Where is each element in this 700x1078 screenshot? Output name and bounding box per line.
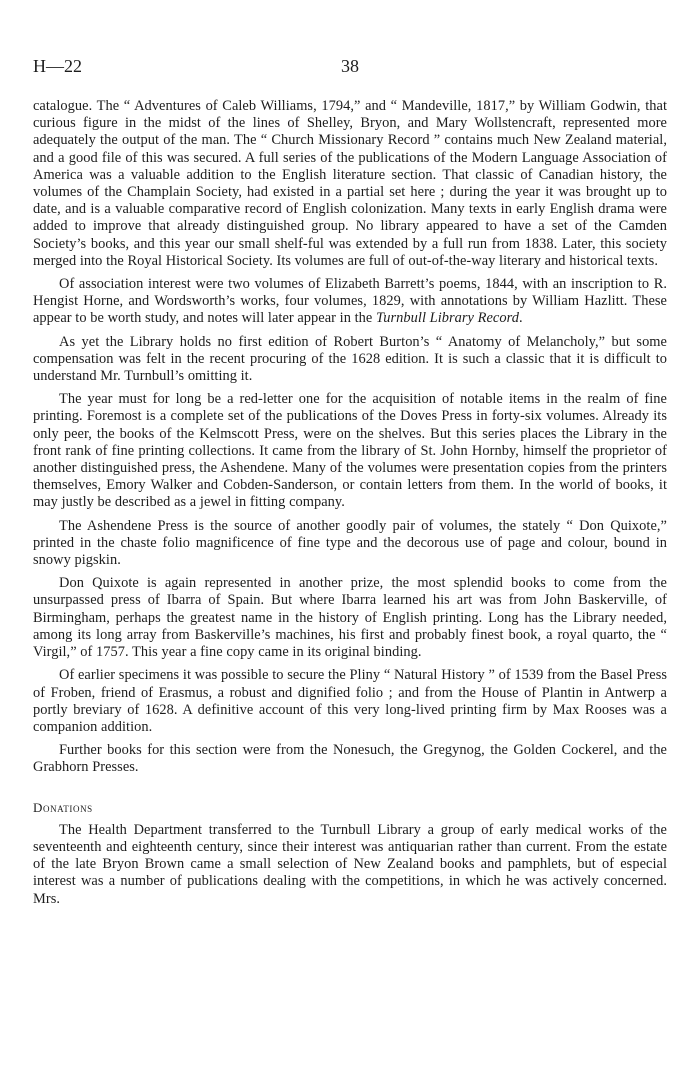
running-header xyxy=(33,56,667,78)
body-text xyxy=(33,98,667,914)
page-number: 38 xyxy=(341,56,359,76)
paragraph-2-text: Of association interest were two volumes of Elizabeth Barrett’s poems, 1844, with an inscription to R. Hengist Horne, and Wordsworth’s works, four volumes, 1829, with annotations by William Hazlitt. These appear to be worth study, and notes will later appear in the xyxy=(33,276,667,327)
paragraph-6: Don Quixote is again represented in another prize, the most splendid books to come from the unsurpassed press of Ibarra of Spain. But where Ibarra learned his art was from John Baskerville, of Birmingham, perhaps the greatest name in the history of English printing. Long has the Library needed, among its long array from Baskerville’s machines, his first and probably finest book, a royal quarto, the “ Virgil,” of 1757. This year a fine copy came in its original binding. xyxy=(33,575,667,661)
paragraph-1: catalogue. The “ Adventures of Caleb Williams, 1794,” and “ Mandeville, 1817,” by William Godwin, that curious figure in the midst of the lines of Shelley, Bryon, and Mary Wollstencraft, represented more adequately the output of the man. The “ Church Missionary Record ” contains much New Zealand material, and a good file of this was secured. A full series of the publications of the Modern Language Association of America was a valuable addition to the English literature section. That classic of Canadian history, the volumes of the Champlain Society, had existed in a partial set here ; during the year it was brought up to date, and is a valuable comparative record of English colonization. Many texts in early English drama were added to improve that already distinguished group. No library appeared to have a set of the Camden Society’s books, and this year our small shelf-ful was extended by a full run from 1838. Later, this society merged into the Royal Historical Society. Its volumes are full of out-of-the-way literary and historical texts. xyxy=(33,98,667,269)
paragraph-7: Of earlier specimens it was possible to secure the Pliny “ Natural History ” of 1539 from the Basel Press of Froben, friend of Erasmus, a robust and dignified folio ; and from the House of Plantin in Antwerp a portly breviary of 1628. A definitive account of this very long-lived printing firm by Max Rooses was a companion addition. xyxy=(33,667,667,735)
report-reference: H—22 xyxy=(33,56,82,76)
paragraph-8: Further books for this section were from the Nonesuch, the Gregynog, the Golden Cockerel, and the Grabhorn Presses. xyxy=(33,742,667,776)
paragraph-2-end: . xyxy=(518,310,523,327)
paragraph-2 xyxy=(33,276,667,328)
donations-paragraph: The Health Department transferred to the Turnbull Library a group of early medical works of the seventeenth and eighteenth century, since their interest was antiquarian rather than current. From the estate of the late Bryon Brown came a small selection of New Zealand books and pamphlets, but of especial interest was a number of publications dealing with the competitions, in which he was actively concerned. Mrs. xyxy=(33,821,667,907)
paragraph-3: As yet the Library holds no first edition of Robert Burton’s “ Anatomy of Melancholy,” but some compensation was felt in the recent procuring of the 1628 edition. It is such a classic that it is difficult to understand Mr. Turnbull’s omitting it. xyxy=(33,333,667,385)
paragraph-4: The year must for long be a red-letter one for the acquisition of notable items in the realm of fine printing. Foremost is a complete set of the publications of the Doves Press in forty-six volumes. Already its only peer, the books of the Kelmscott Press, were on the shelves. But this series places the Library in the front rank of fine printing collections. It came from the library of St. John Hornby, himself the proprietor of another distinguished press, the Ashendene. Many of the volumes were presentation copies from the printers themselves, Emory Walker and Cobden-Sanderson, or contain letters from them. In the world of books, it may justly be described as a jewel in fitting company. xyxy=(33,391,667,511)
journal-title: Turnbull Library Record xyxy=(376,310,519,327)
section-heading-donations: Donations xyxy=(33,799,93,815)
paragraph-5: The Ashendene Press is the source of another goodly pair of volumes, the stately “ Don Quixote,” printed in the chaste folio magnificence of fine type and the decorous use of page and colour, bound in snowy pigskin. xyxy=(33,517,667,569)
